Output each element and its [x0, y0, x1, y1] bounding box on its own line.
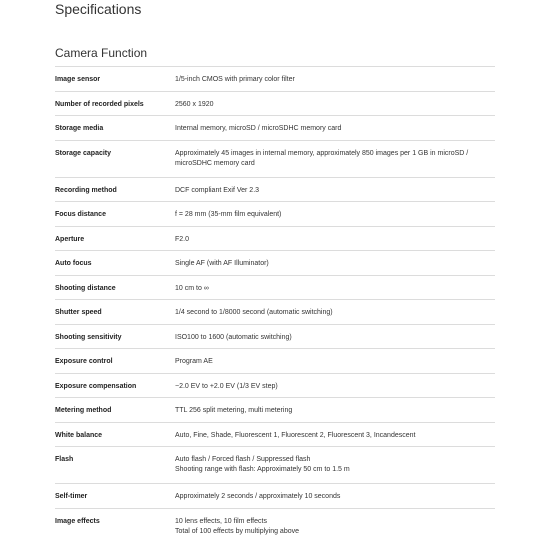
spec-label: Image effects	[55, 517, 100, 525]
spec-value	[175, 325, 495, 349]
section-title: Camera Function	[55, 46, 148, 60]
spec-value-line: Auto, Fine, Shade, Fluorescent 1, Fluorescent 2, Fluorescent 3, Incandescent	[175, 431, 416, 439]
spec-value-line: F2.0	[175, 235, 190, 243]
spec-value-line: Total of 100 effects by multiplying above	[175, 527, 300, 535]
spec-row	[55, 91, 495, 116]
spec-value	[175, 116, 495, 140]
spec-label: Storage capacity	[55, 149, 112, 157]
spec-value-line: Shooting range with flash: Approximately 50 cm to 1.5 m	[175, 466, 350, 473]
spec-value	[175, 349, 495, 373]
spec-row	[55, 201, 495, 226]
spec-label: White balance	[55, 431, 103, 439]
spec-value	[175, 447, 495, 483]
spec-value	[175, 202, 495, 226]
spec-label: Auto focus	[55, 260, 92, 267]
spec-row	[55, 508, 495, 548]
spec-label: Exposure control	[55, 358, 113, 365]
spec-value-line: DCF compliant Exif Ver 2.3	[175, 186, 260, 194]
spec-value-line: 2560 x 1920	[175, 100, 214, 108]
spec-row	[55, 348, 495, 373]
spec-value	[175, 227, 495, 251]
spec-row	[55, 483, 495, 508]
spec-value	[175, 509, 495, 548]
spec-value-line: microSDHC memory card	[175, 159, 255, 167]
spec-value-line: 1/5-inch CMOS with primary color filter	[175, 76, 295, 83]
spec-value	[175, 92, 495, 116]
spec-row	[55, 177, 495, 202]
spec-label: Number of recorded pixels	[55, 100, 144, 108]
spec-label: Image sensor	[55, 76, 101, 83]
spec-value-line: TTL 256 split metering, multi metering	[175, 407, 293, 414]
spec-row	[55, 446, 495, 483]
spec-row	[55, 299, 495, 324]
spec-value-line: Program AE	[175, 358, 213, 365]
spec-row	[55, 324, 495, 349]
spec-label: Recording method	[55, 186, 117, 194]
spec-label: Shutter speed	[55, 309, 102, 316]
spec-value	[175, 141, 495, 177]
spec-value	[175, 374, 495, 398]
spec-value	[175, 423, 495, 447]
spec-label: Shooting distance	[55, 284, 116, 292]
spec-value-line: 10 lens effects, 10 film effects	[175, 517, 267, 525]
spec-value	[175, 300, 495, 324]
spec-label: Exposure compensation	[55, 382, 137, 390]
spec-value-line: −2.0 EV to +2.0 EV (1/3 EV step)	[175, 382, 278, 390]
spec-value-line: Approximately 2 seconds / approximately 10 seconds	[175, 493, 341, 500]
spec-label: Self-timer	[55, 493, 88, 500]
spec-value-line: 10 cm to ∞	[175, 284, 209, 292]
spec-value	[175, 178, 495, 202]
spec-row	[55, 66, 495, 91]
spec-row	[55, 226, 495, 251]
spec-value-line: Auto flash / Forced flash / Suppressed flash	[175, 456, 311, 463]
spec-value	[175, 484, 495, 508]
spec-value	[175, 276, 495, 300]
spec-value-line: f = 28 mm (35-mm film equivalent)	[175, 211, 282, 218]
spec-value	[175, 251, 495, 275]
spec-value-line: Approximately 45 images in internal memory, approximately 850 images per 1 GB in microSD /	[175, 149, 469, 157]
spec-row	[55, 250, 495, 275]
spec-value	[175, 67, 495, 91]
spec-label: Aperture	[55, 235, 85, 243]
spec-value-line: 1/4 second to 1/8000 second (automatic switching)	[175, 309, 333, 316]
spec-row	[55, 275, 495, 300]
spec-row	[55, 373, 495, 398]
spec-value-line: ISO100 to 1600 (automatic switching)	[175, 333, 292, 341]
spec-row	[55, 140, 495, 177]
spec-value-line: Internal memory, microSD / microSDHC memory card	[175, 125, 342, 132]
page-title: Specifications	[55, 1, 142, 17]
spec-value-line: Single AF (with AF Illuminator)	[175, 260, 269, 267]
spec-label: Flash	[55, 456, 74, 463]
spec-label: Shooting sensitivity	[55, 333, 122, 341]
spec-value	[175, 398, 495, 422]
spec-row	[55, 397, 495, 422]
spec-table	[55, 66, 495, 548]
spec-label: Storage media	[55, 125, 104, 132]
spec-row	[55, 115, 495, 140]
spec-label: Focus distance	[55, 211, 106, 218]
spec-row	[55, 422, 495, 447]
spec-label: Metering method	[55, 407, 112, 414]
